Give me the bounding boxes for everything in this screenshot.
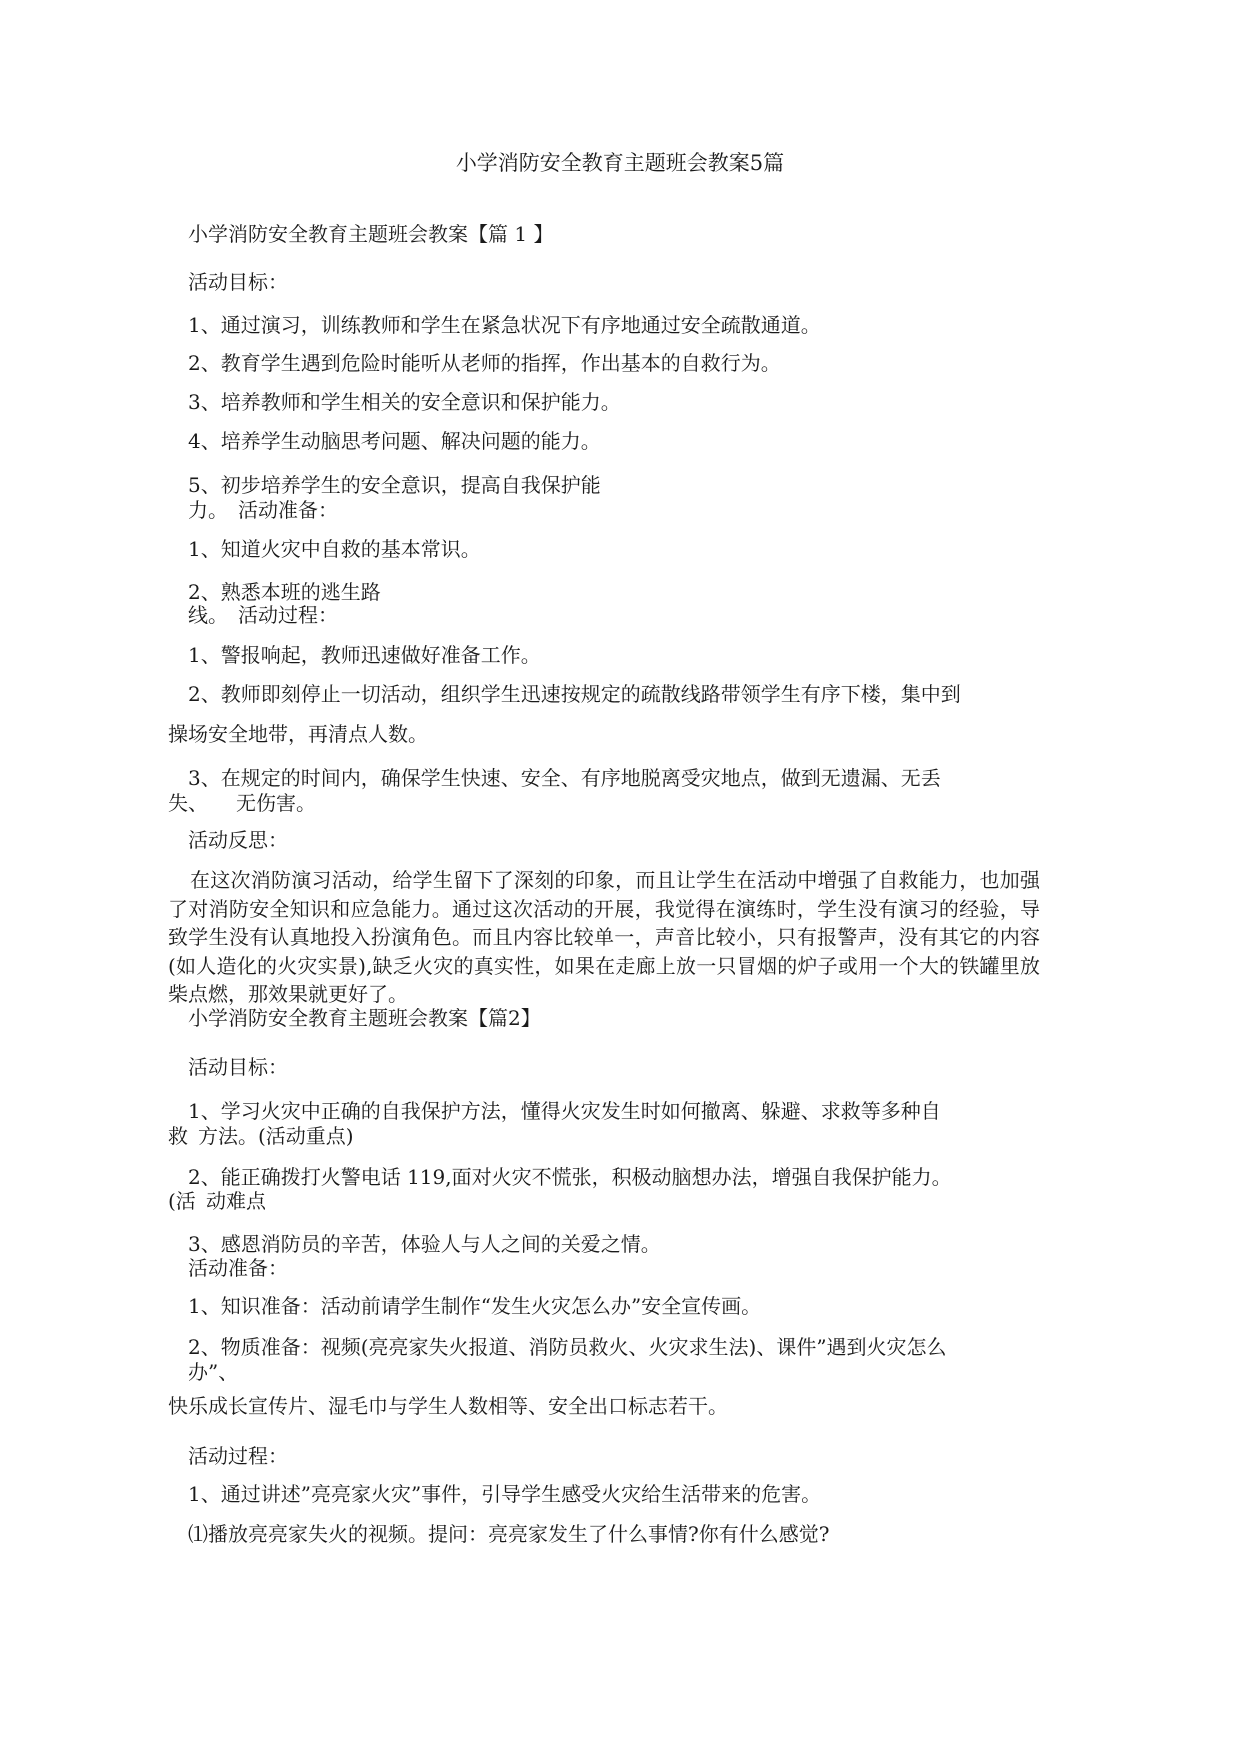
prep-label: 活动准备： (188, 1256, 288, 1280)
process-item: 2、教师即刻停止一切活动，组织学生迅速按规定的疏散线路带领学生有序下楼，集中到 (188, 682, 961, 706)
goal-item: 3、感恩消防员的辛苦，体验人与人之间的关爱之情。 (188, 1232, 661, 1256)
goal-item: 3、培养教师和学生相关的安全意识和保护能力。 (188, 390, 621, 414)
prep-item: 2、熟悉本班的逃生路 (188, 580, 381, 604)
process-item: 3、在规定的时间内，确保学生快速、安全、有序地脱离受灾地点，做到无遗漏、无丢 (188, 766, 941, 790)
goal-item-continuation: 救 (168, 1124, 188, 1148)
goals-label: 活动目标： (188, 1055, 288, 1079)
goal-item-continuation: 动难点 (206, 1189, 266, 1213)
goal-item: 5、初步培养学生的安全意识，提高自我保护能 (188, 473, 601, 497)
process-item-continuation: 操场安全地带，再清点人数。 (168, 722, 428, 746)
goal-item-continuation: (活 (168, 1189, 196, 1213)
goal-item: 1、学习火灾中正确的自我保护方法，懂得火灾发生时如何撤离、躲避、求救等多种自 (188, 1099, 941, 1123)
prep-label: 活动准备： (238, 498, 338, 522)
process-item: 1、通过讲述”亮亮家火灾”事件，引导学生感受火灾给生活带来的危害。 (188, 1482, 822, 1506)
process-item-continuation: 无伤害。 (236, 791, 316, 815)
process-label: 活动过程： (188, 1444, 288, 1468)
process-subitem: ⑴播放亮亮家失火的视频。提问：亮亮家发生了什么事情?你有什么感觉? (188, 1522, 830, 1546)
prep-item: 1、知识准备：活动前请学生制作“发生火灾怎么办”安全宣传画。 (188, 1294, 762, 1318)
goal-item-continuation: 方法。(活动重点) (198, 1124, 354, 1148)
prep-item: 1、知道火灾中自救的基本常识。 (188, 537, 481, 561)
document-title: 小学消防安全教育主题班会教案5篇 (455, 151, 785, 175)
goals-label: 活动目标： (188, 270, 288, 294)
reflection-paragraph: 在这次消防演习活动，给学生留下了深刻的印象，而且让学生在活动中增强了自救能力，也加强了对消防安全知识和应急能力。通过这次活动的开展，我觉得在演练时，学生没有演习的经验，导致学生没有认真地投入扮演角色。而且内容比较单一，声音比较小，只有报警声，没有其它的内容(如人造化的火灾实景),缺乏火灾的真实性，如果在走廊上放一只冒烟的炉子或用一个大的铁罐里放柴点燃，那效果就更好了。 (168, 868, 1040, 1006)
section-heading: 小学消防安全教育主题班会教案【篇2】 (188, 1006, 541, 1030)
prep-item: 2、物质准备：视频(亮亮家失火报道、消防员救火、火灾求生法)、课件”遇到火灾怎么 (188, 1335, 947, 1359)
goal-item: 4、培养学生动脑思考问题、解决问题的能力。 (188, 429, 601, 453)
prep-item-continuation: 办”、 (188, 1360, 239, 1384)
section-heading: 小学消防安全教育主题班会教案【篇 1 】 (188, 222, 554, 246)
prep-item-continuation: 快乐成长宣传片、湿毛巾与学生人数相等、安全出口标志若干。 (168, 1394, 728, 1418)
goal-item-continuation: 力。 (188, 498, 228, 522)
goal-item: 2、能正确拨打火警电话 119,面对火灾不慌张，积极动脑想办法，增强自我保护能力。 (188, 1165, 952, 1189)
goal-item: 1、通过演习，训练教师和学生在紧急状况下有序地通过安全疏散通道。 (188, 313, 821, 337)
process-label: 活动过程： (238, 603, 338, 627)
process-item-continuation: 失、 (168, 791, 208, 815)
reflection-label: 活动反思： (188, 828, 288, 852)
goal-item: 2、教育学生遇到危险时能听从老师的指挥，作出基本的自救行为。 (188, 351, 781, 375)
process-item: 1、警报响起，教师迅速做好准备工作。 (188, 643, 541, 667)
prep-item-continuation: 线。 (188, 603, 228, 627)
